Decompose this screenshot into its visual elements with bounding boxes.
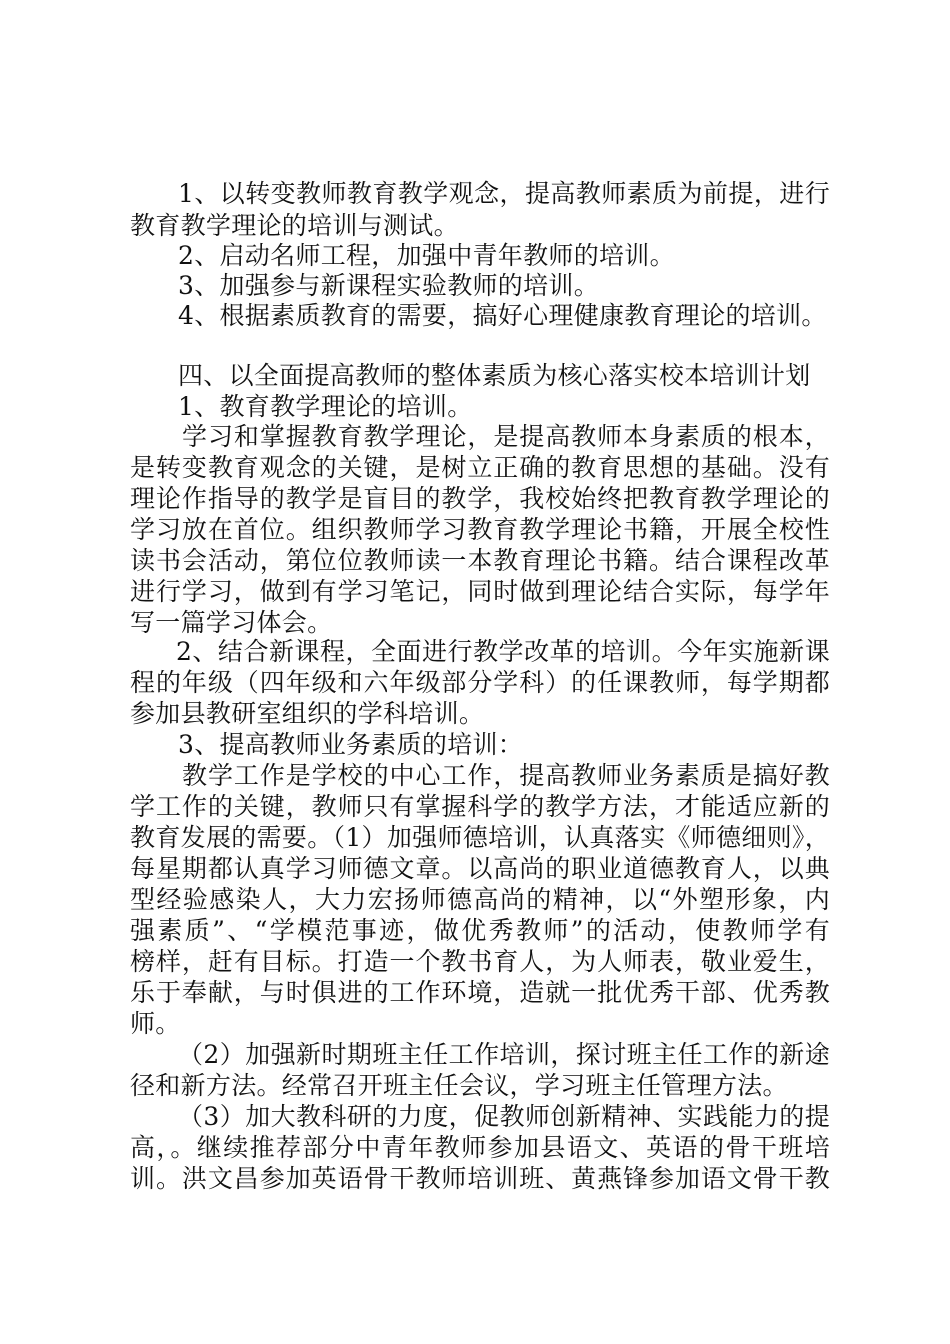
paragraph-5-line-2: 高，。继续推荐部分中青年教师参加县语文、英语的骨干班培 [130, 1133, 830, 1162]
paragraph-4-line-2: 径和新方法。经常召开班主任会议，学习班主任管理方法。 [130, 1071, 788, 1100]
paragraph-2-line-2: 程的年级（四年级和六年级部分学科）的任课教师，每学期都 [130, 668, 830, 697]
paragraph-1-line-1: 学习和掌握教育教学理论，是提高教师本身素质的根本， [182, 422, 830, 451]
paragraph-2-line-1: 2、结合新课程，全面进行教学改革的培训。今年实施新课 [176, 637, 830, 666]
paragraph-3-line-3: 教育发展的需要。（1）加强师德培训，认真落实《师德细则》， [130, 823, 830, 852]
subheading-3: 3、提高教师业务素质的培训： [178, 730, 524, 759]
subheading-1: 1、教育教学理论的培训。 [178, 392, 473, 421]
paragraph-1-line-2: 是转变教育观念的关键，是树立正确的教育思想的基础。没有 [130, 453, 830, 482]
paragraph-4-line-1: （2）加强新时期班主任工作培训，探讨班主任工作的新途 [178, 1040, 830, 1069]
paragraph-3-line-6: 强素质”、“学模范事迹，做优秀教师”的活动，使教师学有 [130, 916, 830, 945]
paragraph-1-line-5: 读书会活动，第位位教师读一本教育理论书籍。结合课程改革 [130, 546, 830, 575]
paragraph-3-line-5: 型经验感染人，大力宏扬师德高尚的精神，以“外塑形象，内 [130, 885, 830, 914]
paragraph-3-line-7: 榜样，赶有目标。打造一个教书育人，为人师表，敬业爱生， [130, 947, 830, 976]
paragraph-5-line-1: （3）加大教科研的力度，促教师创新精神、实践能力的提 [178, 1102, 830, 1131]
paragraph-2-line-3: 参加县教研室组织的学科培训。 [130, 699, 485, 728]
paragraph-3-line-8: 乐于奉献，与时俱进的工作环境，造就一批优秀干部、优秀教 [130, 978, 830, 1007]
paragraph-5-line-3: 训。洪文昌参加英语骨干教师培训班、黄燕锋参加语文骨干教 [130, 1164, 830, 1193]
paragraph-3-line-4: 每星期都认真学习师德文章。以高尚的职业道德教育人，以典 [130, 854, 830, 883]
paragraph-3-line-9: 师。 [130, 1009, 181, 1038]
paragraph-1-line-7: 写一篇学习体会。 [130, 608, 333, 637]
list-item-3: 3、加强参与新课程实验教师的培训。 [178, 271, 600, 300]
paragraph-1-line-3: 理论作指导的教学是盲目的教学，我校始终把教育教学理论的 [130, 484, 830, 513]
list-item-1-line-1: 1、以转变教师教育教学观念，提高教师素质为前提，进行 [178, 179, 830, 208]
list-item-1-line-2: 教育教学理论的培训与测试。 [130, 211, 459, 240]
paragraph-1-line-4: 学习放在首位。组织教师学习教育教学理论书籍，开展全校性 [130, 515, 830, 544]
list-item-2: 2、启动名师工程，加强中青年教师的培训。 [178, 241, 675, 270]
paragraph-3-line-1: 教学工作是学校的中心工作，提高教师业务素质是搞好教 [182, 761, 830, 790]
paragraph-3-line-2: 学工作的关键，教师只有掌握科学的教学方法，才能适应新的 [130, 792, 830, 821]
section-heading-4: 四、以全面提高教师的整体素质为核心落实校本培训计划 [178, 361, 811, 390]
list-item-4: 4、根据素质教育的需要，搞好心理健康教育理论的培训。 [178, 301, 827, 330]
paragraph-1-line-6: 进行学习，做到有学习笔记，同时做到理论结合实际，每学年 [130, 577, 830, 606]
